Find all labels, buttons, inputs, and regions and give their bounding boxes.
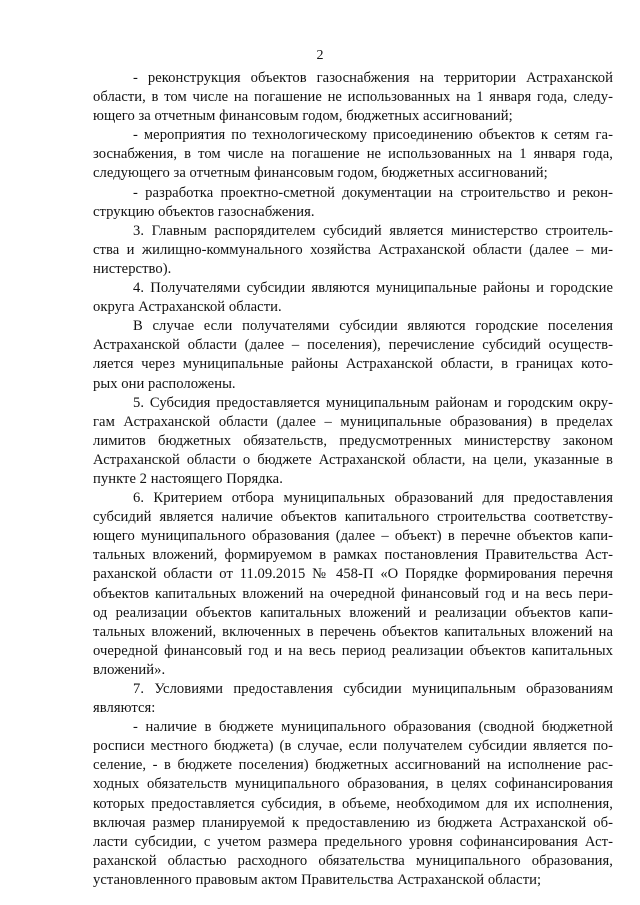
text-line: области, в том числе на погашение не использованных на 1 января года, следу-: [93, 89, 613, 106]
paragraph: [93, 126, 613, 183]
text-line: установленного правовым актом Правительства Астраханской области;: [93, 871, 542, 888]
text-line: 6. Критерием отбора муниципальных образований для предоставления: [133, 490, 613, 507]
text-line: од реализации объектов капитальных вложений и реализации объектов капи-: [93, 604, 613, 621]
paragraph: [93, 718, 613, 890]
text-line: - разработка проектно-сметной документации на строительство и рекон-: [133, 184, 613, 201]
paragraph: [93, 489, 613, 680]
text-line: ющего за отчетным финансовым годом, бюджетных ассигнований;: [93, 108, 513, 125]
text-line: 5. Субсидия предоставляется муниципальным районам и городским окру-: [133, 394, 613, 411]
text-line: раханской области от 11.09.2015 № 458-П «О Порядке формирования перечня: [93, 566, 613, 583]
document-body: [93, 69, 613, 890]
paragraph: [93, 184, 613, 222]
text-line: округа Астраханской области.: [93, 299, 282, 316]
text-line: гам Астраханской области (далее – муниципальные образования) в пределах: [93, 413, 613, 430]
text-line: струкцию объектов газоснабжения.: [93, 203, 315, 220]
text-line: вложений».: [93, 661, 166, 678]
text-line: тальных вложений, формируемом в рамках постановления Правительства Аст-: [93, 547, 613, 564]
text-line: очередной финансовый год и на весь период реализации объектов капитальных: [93, 642, 613, 659]
text-line: Астраханской области о бюджете Астраханской области, на цели, указанные в: [93, 451, 613, 468]
text-line: ходных обязательств муниципального образования, в целях софинансирования: [93, 776, 613, 793]
page-number: 2: [316, 48, 324, 63]
text-line: включая размер планируемой к предоставлению из бюджета Астраханской об-: [93, 814, 613, 831]
text-line: - реконструкция объектов газоснабжения на территории Астраханской: [133, 70, 613, 86]
paragraph: [93, 279, 613, 317]
text-line: ющего муниципального образования (далее – объект) в перечне объектов капи-: [93, 528, 613, 545]
paragraph: [93, 222, 613, 279]
text-line: - мероприятия по технологическому присоединению объектов к сетям га-: [133, 127, 613, 144]
text-line: - наличие в бюджете муниципального образования (сводной бюджетной: [133, 719, 613, 736]
text-line: селение, - в бюджете поселения) бюджетных ассигнований на исполнение рас-: [93, 757, 613, 774]
text-line: зоснабжения, в том числе на погашение не использованных на 1 января года,: [93, 146, 613, 163]
text-line: которых предоставляется субсидия, в объеме, необходимом для их исполнения,: [93, 795, 613, 812]
text-line: ляется через муниципальные районы Астраханской области, в границах кото-: [93, 356, 613, 373]
text-line: следующего за отчетным финансовым годом, бюджетных ассигнований;: [93, 165, 548, 182]
text-line: нистерство).: [93, 260, 172, 277]
text-line: ласти субсидии, с учетом размера предельного уровня софинансирования Аст-: [93, 833, 613, 850]
paragraph: [93, 69, 613, 126]
text-line: рых они расположены.: [93, 375, 236, 392]
text-line: тальных вложений, включенных в перечень объектов капитальных вложений на: [93, 623, 613, 640]
text-line: 7. Условиями предоставления субсидии муниципальным образованиям: [133, 681, 613, 697]
text-line: лимитов бюджетных обязательств, предусмотренных министерству законом: [93, 432, 613, 449]
text-line: являются:: [93, 700, 156, 717]
text-line: объектов капитальных вложений на очередной финансовый год и на весь пери-: [93, 585, 613, 602]
text-line: 4. Получателями субсидии являются муниципальные районы и городские: [133, 280, 613, 297]
text-line: ства и жилищно-коммунального хозяйства Астраханской области (далее – ми-: [93, 241, 613, 258]
paragraph: [93, 680, 613, 718]
paragraph: [93, 394, 613, 489]
text-line: субсидий является наличие объектов капитального строительства соответству-: [93, 509, 613, 526]
text-line: росписи местного бюджета) (в случае, если получателем субсидии является по-: [93, 738, 613, 755]
text-line: Астраханской области (далее – поселения), перечисление субсидий осуществ-: [93, 337, 613, 354]
text-line: В случае если получателями субсидии являются городские поселения: [133, 318, 613, 335]
text-line: раханской областью расходного обязательства муниципального образования,: [93, 852, 613, 869]
text-line: 3. Главным распорядителем субсидий является министерство строитель-: [133, 222, 613, 239]
text-line: пункте 2 настоящего Порядка.: [93, 470, 283, 487]
paragraph: [93, 317, 613, 393]
